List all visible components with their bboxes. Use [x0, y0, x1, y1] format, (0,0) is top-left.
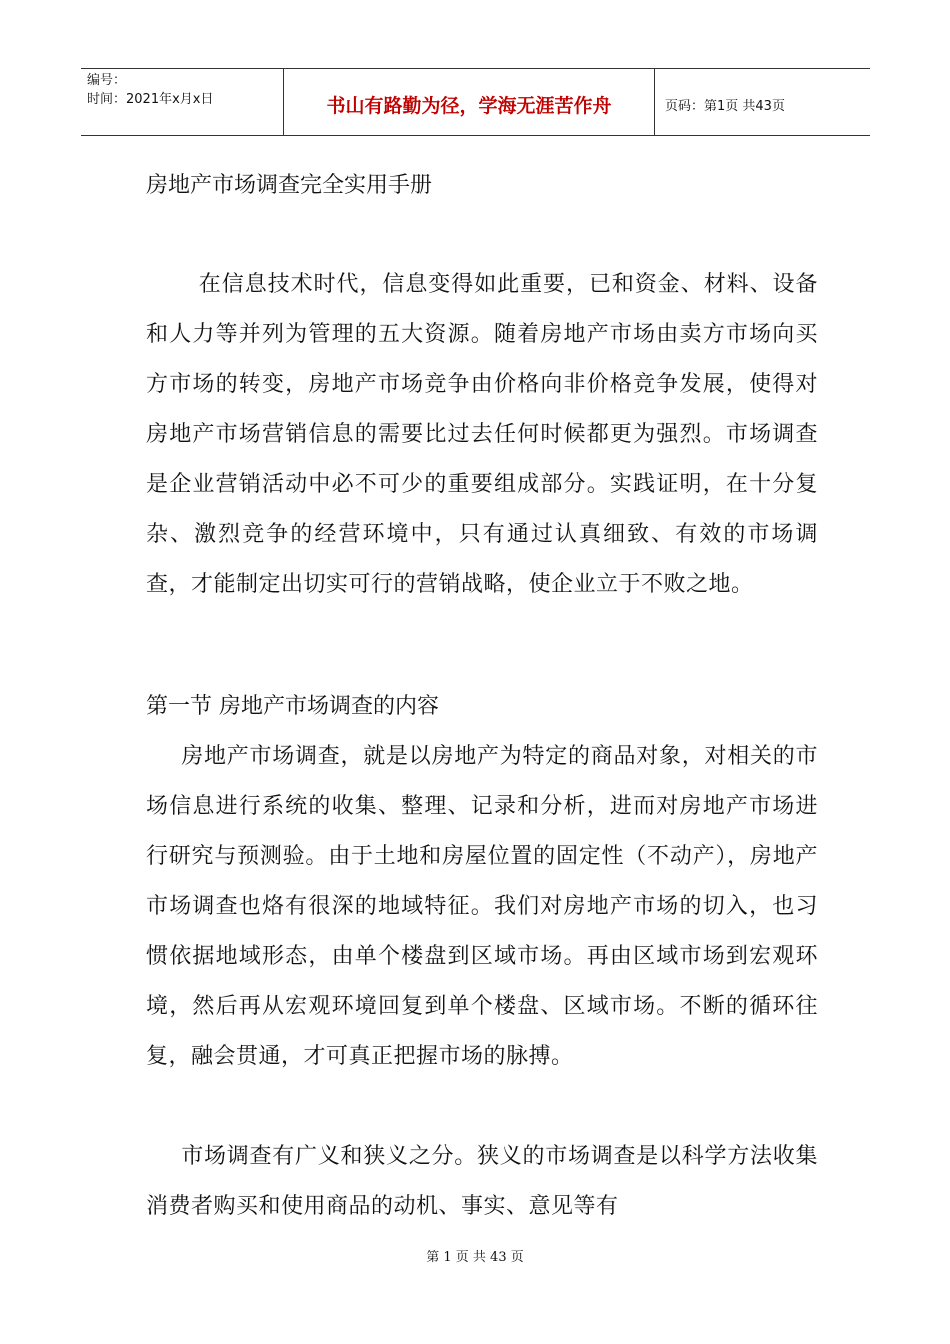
page-footer: 第 1 页 共 43 页 [426, 1250, 524, 1265]
page-header [81, 68, 870, 136]
document-title: 房地产市场调查完全实用手册 [146, 173, 433, 198]
intro-paragraph: 在信息技术时代，信息变得如此重要，已和资金、材料、设备和人力等并列为管理的五大资源。随着房地产市场由卖方市场向买方市场的转变，房地产市场竞争由价格向非价格竞争发展，使得对房地产市场营销信息的需要比过去任何时候都更为强烈。市场调查是企业营销活动中必不可少的重要组成部分。实践证明，在十分复杂、激烈竞争的经营环境中，只有通过认真细致、有效的市场调查，才能制定出切实可行的营销战略，使企业立于不败之地。 [146, 272, 818, 597]
section-paragraph: 市场调查有广义和狭义之分。狭义的市场调查是以科学方法收集消费者购买和使用商品的动机、事实、意见等有 [146, 1144, 818, 1219]
number-label: 编号： [87, 73, 127, 88]
header-meta [81, 69, 284, 135]
section-heading: 第一节 房地产市场调查的内容 [146, 694, 439, 719]
section-paragraph: 房地产市场调查，就是以房地产为特定的商品对象，对相关的市场信息进行系统的收集、整理、记录和分析，进而对房地产市场进行研究与预测验。由于土地和房屋位置的固定性（不动产），房地产市场调查也烙有很深的地域特征。我们对房地产市场的切入，也习惯依据地域形态，由单个楼盘到区域市场。再由区域市场到宏观环境，然后再从宏观环境回复到单个楼盘、区域市场。不断的循环往复，融会贯通，才可真正把握市场的脉搏。 [146, 744, 818, 1069]
time-label: 时间：2021年x月x日 [87, 92, 214, 107]
header-page-info: 页码：第1页 共43页 [665, 98, 785, 114]
header-motto: 书山有路勤为径，学海无涯苦作舟 [284, 69, 655, 135]
